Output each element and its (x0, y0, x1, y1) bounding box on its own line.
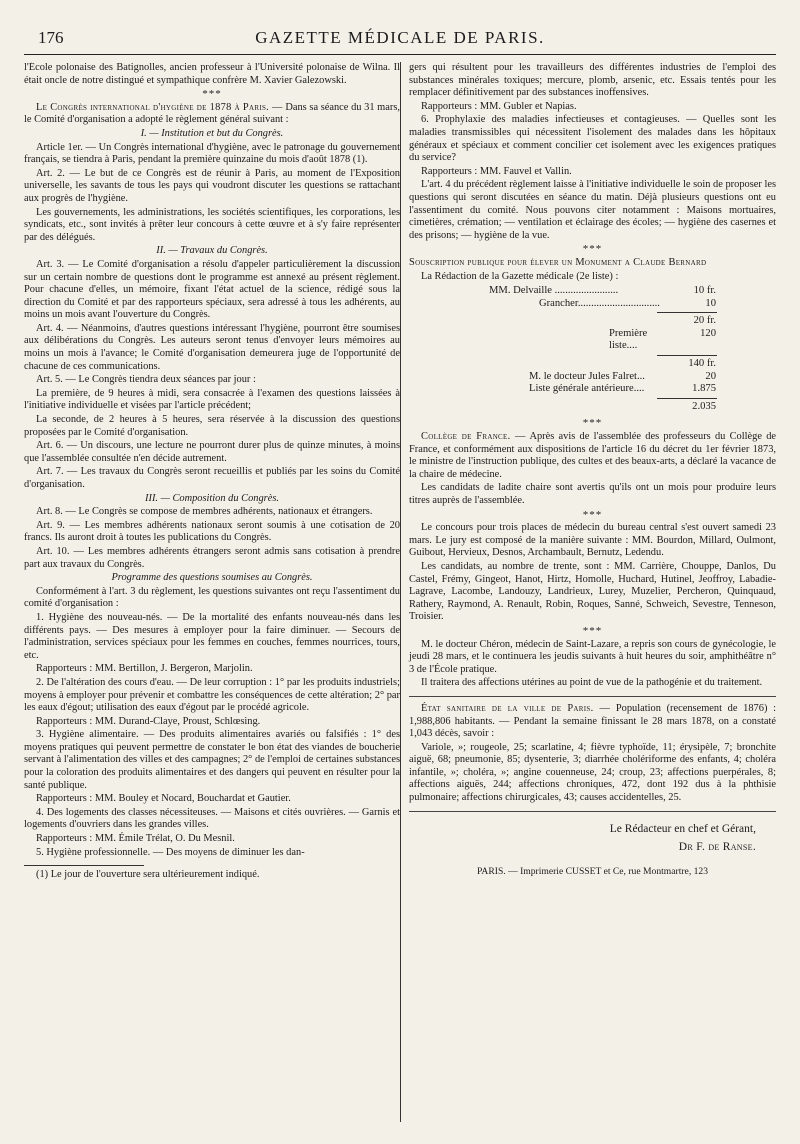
section-heading-3: III. — Composition du Congrès. (145, 492, 279, 504)
etat-text: Population (recensement de 1876) : 1,988,806 habitants. — Pendant la semaine finissant le 28 mars 1878, on a constaté 1,043 décès, savoir : (409, 702, 776, 740)
article-5b: La seconde, de 2 heures à 5 heures, sera réservée à la discussion des questions proposées par le Comité d'organisation. (24, 414, 400, 438)
souscription-intro: La Rédaction de la Gazette médicale (2e liste) : (421, 270, 619, 282)
question-2: 2. De l'altération des cours d'eau. — De leur corruption : 1° par les produits industriels; moyens à employer pour prévenir et combattre les conséquences de cette altération; 2° par les eaux d'égout; utilisation des eaux d'égout par le procédé agricole. (24, 676, 400, 714)
subscription-row: Première liste.... 120 (609, 327, 716, 352)
two-column-body (24, 62, 776, 1122)
section-separator: *** (582, 243, 603, 256)
cheron-paragraph-2: Il traitera des affections utérines au point de vue de la pathogénie et du traitement. (421, 677, 763, 689)
article-5a: La première, de 9 heures à midi, sera consacrée à l'examen des questions laissées à l'initiative individuelle et visées par l'article précédent; (24, 387, 400, 412)
article-1: Article 1er. — Un Congrès international d'hygiène, avec le patronage du gouvernement français, se tiendra à Paris, pendant la première quinzaine du mois d'août 1878 (1). (24, 141, 400, 166)
section-separator: *** (202, 88, 222, 101)
etat-list: Variole, »; rougeole, 25; scarlatine, 4; fièvre typhoïde, 11; érysipèle, 7; bronchite aiguë, 68; pneumonie, 85; dysenterie, 3; diarrhée cholériforme des enfants, 4; choléra infantile, »; choléra, »; angine couenneuse, 24; croup, 23; affections puerpérales, 8; affections aiguës, 244; affections chroniques, 472, dont 192 dus à la phthisie pulmonaire; affections chirurgicales, 43; causes accidentelles, 25. (409, 741, 776, 804)
page-header (24, 26, 776, 55)
article-4-previous: L'art. 4 du précédent règlement laisse à l'initiative individuelle le soin de proposer les questions qui seront discutées en séance du matin. Déjà plusieurs questions ont eu l'assentiment du comité. Nous pouvons citer notamment : Maisons mortuaires, cimetières, crémation; — ventilation et éclairage des écoles; — hygiène des casernes et des prisons; — hygiène de la vue. (409, 179, 776, 241)
printer-imprint: PARIS. — Imprimerie CUSSET et Ce, rue Montmartre, 123 (476, 865, 709, 877)
programme-heading: Programme des questions soumises au Congrès. (111, 572, 313, 584)
candidats-paragraph: Les candidats, au nombre de trente, sont : MM. Carrière, Chouppe, Danlos, Du Castel, Frémy, Gingeot, Hanot, Hirtz, Homolle, Huchard, Hutinel, Jeoffroy, Labadie-Lagrave, Lacombe, Landouzy, Landrieux, Lurey, Muzelier, Percheron, Quinquaud, Rathery, Raymond, A. Renault, Robin, Roques, Sanné, Schweich, Sevestre, Tenneson, Troisier. (409, 560, 776, 623)
footnote-rule (24, 865, 144, 866)
question-3-rapporteurs: Rapporteurs : MM. Bouley et Nocard, Bouchardat et Gautier. (36, 793, 291, 805)
footnote: (1) Le jour de l'ouverture sera ultérieurement indiqué. (36, 869, 260, 881)
subscription-row: M. le docteur Jules Falret... 20 (529, 370, 716, 382)
journal-title: GAZETTE MÉDICALE DE PARIS. (255, 28, 545, 47)
sum-rule (657, 398, 717, 399)
souscription-heading: Souscription publique pour élever un Monument a Claude Bernard (409, 256, 707, 268)
article-5: Art. 5. — Le Congrès tiendra deux séances par jour : (36, 374, 256, 386)
signature-title: Le Rédacteur en chef et Gérant, (609, 822, 756, 835)
college-heading: Collège de France. — (421, 431, 526, 443)
etat-heading: État sanitaire de la ville de Paris. — (421, 702, 611, 714)
question-5: 5. Hygiène professionnelle. — Des moyens de diminuer les dan- (36, 846, 305, 858)
article-2b: Les gouvernements, les administrations, les sociétés scientifiques, les corporations, les syndicats, etc., sont invités à prêter leur concours à cette œuvre et à s'y faire représenter par des délégués. (24, 206, 400, 243)
subscription-row: 2.035 (692, 400, 716, 412)
article-10: Art. 10. — Les membres adhérents étrangers seront admis sans cotisation à prendre part aux travaux du Congrès. (24, 545, 400, 570)
question-5-rapporteurs: Rapporteurs : MM. Gubler et Napias. (421, 100, 577, 112)
page-number: 176 (38, 28, 64, 47)
college-text-2: Les candidats de ladite chaire sont avertis qu'ils ont un mois pour produire leurs titres auprès de l'assemblée. (409, 482, 776, 506)
article-7: Art. 7. — Les travaux du Congrès seront recueillis et publiés par les soins du Comité d'organisation. (24, 466, 400, 490)
subscription-row: MM. Delvaille ........................ 10 fr. (489, 285, 716, 297)
subscription-row: 20 fr. (693, 315, 716, 327)
article-8: Art. 8. — Le Congrès se compose de membres adhérents, nationaux et étrangers. (36, 506, 373, 518)
section-heading-1: I. — Institution et but du Congrès. (140, 127, 284, 139)
signature-block (409, 820, 776, 856)
subscription-row: Liste générale antérieure.... 1.875 (529, 383, 716, 395)
question-5-continued: gers qui résultent pour les travailleurs des différentes industries de l'emploi des substances minérales toxiques; mercure, plomb, arsenic, etc. Essais tentés pour les remplacer définitivement par des substances inoffensives. (409, 62, 776, 99)
intro-paragraph: l'École polonaise des Batignolles, ancien professeur à l'Université polonaise de Wilna. Il était oncle de notre distingué et sympathique confrère M. Xavier Galezowski. (24, 62, 400, 86)
question-3: 3. Hygiène alimentaire. — Des produits alimentaires avariés ou falsifiés : 1° des moyens pratiques qui peuvent permettre de constater le bon état des viandes de boucherie servant à l'alimentation des villes et des campagnes; 2° de l'emploi de certaines substances pour la coloration des produits alimentaires et des dangers qui peuvent en résulter pour la santé publique. (24, 729, 400, 791)
subscription-row: 140 fr. (688, 358, 716, 370)
article-6: Art. 6. — Un discours, une lecture ne pourront durer plus de quinze minutes, à moins que l'assemblée consultée n'en décide autrement. (24, 440, 400, 464)
article-3: Art. 3. — Le Comité d'organisation a résolu d'appeler particulièrement la discussion sur un certain nombre de questions dont le programme est annexé au présent règlement. Pour chacune d'elles, un mémoire, fixant l'état actuel de la science, rédigé sous la direction du Comité et par des rapporteurs spéciaux, sera adressé à tous les adhérents, au moins un mois avant l'ouverture du Congrès. (24, 258, 400, 321)
article-4: Art. 4. — Néanmoins, d'autres questions intéressant l'hygiène, pourront être soumises aux délibérations du Congrès. Les auteurs seront tenus d'envoyer leurs mémoires au moins un mois à l'avance; le Comité d'organisation demeurera juge de l'opportunité de chacune de ces communications. (24, 322, 400, 372)
divider (409, 696, 776, 697)
subscription-list (409, 285, 776, 413)
signature-name: Dr F. de Ranse. (678, 840, 756, 853)
cheron-paragraph: M. le docteur Chéron, médecin de Saint-Lazare, a repris son cours de gynécologie, le jeudi 28 mars, et le continuera les jeudis suivants à huit heures du soir, amphithéâtre n° 3 de l'École pratique. (409, 638, 776, 675)
congres-intro: Dans sa séance du 31 mars, le Comité d'organisation a adopté le règlement général suivant : (24, 101, 400, 126)
section-separator: *** (582, 624, 603, 637)
programme-intro: Conformément à l'art. 3 du règlement, les questions suivantes ont reçu l'assentiment du comité d'organisation : (24, 585, 400, 610)
right-column (400, 62, 776, 1122)
section-separator: *** (582, 417, 603, 430)
congres-heading: Le Congrès international d'hygiène de 1878 à Paris. — (36, 101, 283, 113)
left-column (24, 62, 400, 1122)
question-1-rapporteurs: Rapporteurs : MM. Bertillon, J. Bergeron, Marjolin. (36, 663, 253, 675)
concours-paragraph: Le concours pour trois places de médecin du bureau central s'est ouvert samedi 23 mars. Le jury est composé de la manière suivante : MM. Bourdon, Millard, Oulmont, Guibout, Hervieux, Desnos, Archambault, Bernutz, Ledendu. (409, 522, 776, 559)
question-6-rapporteurs: Rapporteurs : MM. Fauvel et Vallin. (421, 165, 572, 177)
question-1: 1. Hygiène des nouveau-nés. — De la mortalité des enfants nouveau-nés dans les différents pays. — Des mesures à employer pour la faire diminuer. — Secours de l'administration, services spéciaux pour les femmes en couches, femmes nourrices, tours, etc. (24, 611, 400, 661)
article-2: Art. 2. — Le but de ce Congrès est de réunir à Paris, au moment de l'Exposition universelle, les savants de tous les pays qui voudront discuter les questions se rattachant aux progrès de l'hygiène. (24, 167, 400, 204)
divider (409, 811, 776, 812)
sum-rule (657, 312, 717, 313)
sum-rule (657, 355, 717, 356)
question-4: 4. Des logements des classes nécessiteuses. — Maisons et cités ouvrières. — Garnis et logements d'ouvriers dans les grandes villes. (24, 806, 400, 831)
question-4-rapporteurs: Rapporteurs : MM. Émile Trélat, O. Du Mesnil. (36, 833, 235, 845)
college-text: Après avis de l'assemblée des professeurs du Collège de France, et conformément aux dispositions de l'article 16 du décret du 1er février 1873, le ministre de l'instruction publique, des cultes et des beaux-arts, a déclaré la vacance de la chaire de médecine. (409, 431, 776, 480)
question-6: 6. Prophylaxie des maladies infectieuses et contagieuses. — Quelles sont les maladies transmissibles qui nécessitent l'isolement des malades dans les hôpitaux généraux et spéciaux et comment concilier cet isolement avec les exigences pratiques du service? (409, 114, 776, 164)
question-2-rapporteurs: Rapporteurs : MM. Durand-Claye, Proust, Schlœsing. (36, 715, 261, 727)
subscription-row: Grancher............................... 10 (539, 297, 716, 309)
section-heading-2: II. — Travaux du Congrès. (156, 245, 268, 257)
article-9: Art. 9. — Les membres adhérents nationaux seront soumis à une cotisation de 20 francs. Ils auront droit à toutes les publications du Congrès. (24, 519, 400, 544)
section-separator: *** (582, 508, 603, 521)
